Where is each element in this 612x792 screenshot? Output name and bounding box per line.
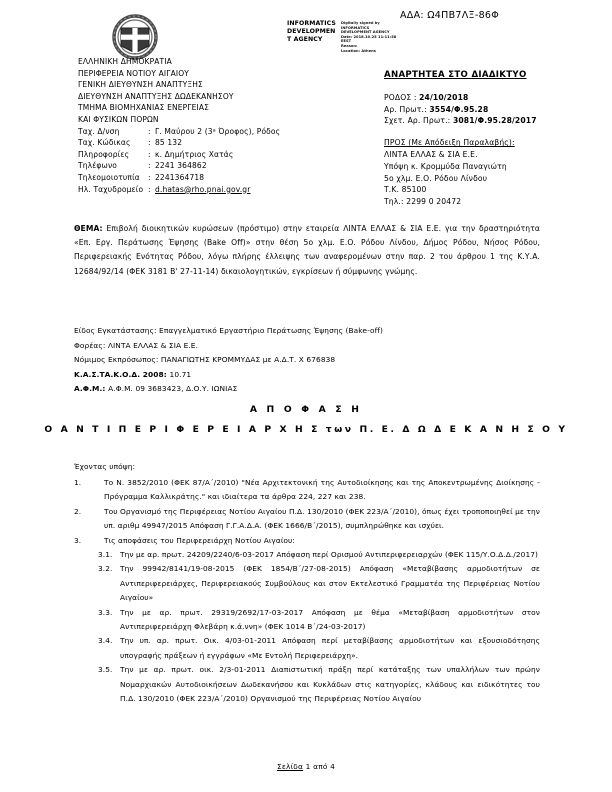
- list-item-number: 3.4.: [98, 636, 113, 646]
- protocol-line: [384, 115, 612, 127]
- signature-detail-line-4: Date: 2018.10.25 11:11:58: [340, 34, 397, 39]
- footer-total-pages: 4: [330, 762, 336, 771]
- protocol-value: 24/10/2018: [419, 92, 469, 102]
- contact-field: [78, 172, 308, 184]
- establishment-label: Νόμιμος Εκπρόσωπος:: [74, 355, 161, 365]
- list-item-text: Την με αρ. πρωτ. 29319/2692/17-03-2017 Απόφαση με θέμα «Μεταβίβαση αρμοδιοτήτων στον Αντιπεριφερειάρχη Φλεβάρη κ.ά.ννη» (ΦΕΚ 1014 Β΄/24-03-2017): [120, 607, 540, 632]
- contact-field-separator: :: [148, 126, 151, 136]
- signature-detail-line-3: DEVELOPMENT AGENCY: [340, 30, 390, 35]
- protocol-label: ΡΟΔΟΣ :: [384, 92, 420, 102]
- establishment-line: [74, 324, 504, 339]
- contact-field-separator: :: [148, 161, 151, 171]
- establishment-details: [74, 324, 504, 397]
- contact-field-key: Ηλ. Ταχυδρομείο: [78, 184, 144, 194]
- contact-field-separator: :: [148, 184, 151, 194]
- signature-detail-line-2: INFORMATICS: [340, 25, 370, 30]
- contact-field-key: Ταχ. Κώδικας: [78, 138, 131, 148]
- page-footer: [0, 762, 612, 771]
- list-item-text: Τις αποφάσεις του Περιφερειάρχη Νοτίου Αιγαίου:: [104, 535, 295, 545]
- contact-field-separator: :: [148, 149, 151, 159]
- list-item-number: 3.: [74, 535, 82, 545]
- protocol-label: Σχετ. Αρ. Πρωτ.:: [384, 116, 453, 126]
- protocol-label: Αρ. Πρωτ.:: [384, 104, 430, 114]
- list-item: [74, 476, 540, 505]
- considering-sublist: [98, 548, 540, 706]
- contact-field-value: 2241 364862: [155, 161, 207, 171]
- footer-page-label: Σελίδα: [276, 762, 304, 771]
- recipient-line: ΛΙΝΤΑ ΕΛΛΑΣ & ΣΙΑ Ε.Ε.: [384, 149, 478, 159]
- org-line: ΠΕΡΙΦΕΡΕΙΑ ΝΟΤΙΟΥ ΑΙΓΑΙΟΥ: [78, 68, 190, 78]
- org-line: ΚΑΙ ΦΥΣΙΚΩΝ ΠΟΡΩΝ: [78, 114, 159, 124]
- protocol-value: 3554/Φ.95.28: [429, 104, 489, 114]
- recipient-line: Υπόψη κ. Κρομμύδα Παναγιώτη: [384, 161, 507, 171]
- contact-field-separator: :: [148, 172, 151, 182]
- establishment-label: Κ.Α.Σ.ΤΑ.Κ.Ο.Δ. 2008:: [74, 369, 170, 379]
- contact-field-value: κ. Δημήτριος Χατάς: [155, 149, 234, 159]
- list-item-text: Την 99942/8141/19-08-2015 (ΦΕΚ 1854/Β΄/27-08-2015) Απόφαση «Μεταβίβασης αρμοδιοτήτων σε Αντιπεριφερειάρχες, Περιφερειακούς Συμβούλους και στον Εκτελεστικό Γραμματέα της Περιφέρειας Νοτίου Αιγαίου»: [120, 564, 540, 603]
- recipient-line: Τηλ.: 2299 0 20472: [384, 197, 462, 207]
- recipient-line: 5ο χλμ. Ε.Ο. Ρόδου Λίνδου: [384, 173, 488, 183]
- signature-agency-line-2: DEVELOPMEN: [287, 28, 336, 36]
- decision-title: Α Π Ο Φ Α Σ Η: [249, 404, 363, 415]
- protocol-and-recipient-block: [384, 70, 612, 208]
- contact-field-key: Τηλέφωνο: [78, 161, 118, 171]
- list-item: [74, 534, 540, 548]
- contact-field: [78, 149, 308, 161]
- ada-label: ΑΔΑ:: [400, 10, 424, 21]
- establishment-line: [74, 353, 504, 368]
- list-item-number: 3.3.: [98, 607, 113, 617]
- signature-agency-line-3: T AGENCY: [287, 36, 323, 44]
- list-item-text: Την με αρ. πρωτ. οικ. 2/3-01-2011 Διαπιστωτική πράξη περί κατάταξης των υπαλλήλων των πρώην Νομαρχιακών Αυτοδιοικήσεων Δωδεκανήσου και Κυκλάδων στις κατηγορίες, κλάδους και ειδικότητες του Π.Δ. 130/2010 (ΦΕΚ 223/Α΄/2010) Οργανισμού της Περιφέρειας Νοτίου Αιγαίου: [120, 665, 540, 704]
- subject-block: [74, 222, 540, 279]
- contact-field-value: 85 132: [155, 138, 183, 148]
- contact-field-key: Τηλεομοιοτυπία: [78, 172, 140, 182]
- list-item: [74, 505, 540, 534]
- contact-field-value: 2241364718: [155, 172, 205, 182]
- subject-label: ΘΕΜΑ:: [74, 224, 103, 233]
- signature-detail-line-7: Location: Athens: [340, 48, 376, 53]
- issuing-authority-block: [78, 56, 308, 195]
- establishment-line: [74, 339, 504, 354]
- establishment-line: [74, 368, 504, 383]
- establishment-label: Α.Φ.Μ.:: [74, 384, 109, 394]
- considering-list: [74, 476, 540, 707]
- contact-field-separator: :: [148, 138, 151, 148]
- contact-field: [78, 137, 308, 149]
- contact-field: [78, 184, 308, 196]
- list-item-number: 1.: [74, 478, 82, 487]
- protocol-line: [384, 104, 612, 116]
- list-item-text: Του Οργανισμό της Περιφέρειας Νοτίου Αιγαίου Π.Δ. 130/2010 (ΦΕΚ 223/Α΄/2010), όπως έχει τροποποιηθεί με την υπ. αριθμ 49947/2015 Απόφαση Γ.Γ.Α.Δ.Α. (ΦΕΚ 1666/Β΄/2015), συμπληρώθηκε και ισχύει.: [104, 506, 540, 531]
- signature-agency-name: [287, 20, 336, 45]
- list-item-number: 3.1.: [98, 550, 113, 560]
- publication-notice: ΑΝΑΡΤΗΤΕΑ ΣΤΟ ΔΙΑΔΙΚΤΥΟ: [384, 70, 527, 80]
- signature-detail-line-1: Digitally signed by: [340, 21, 380, 25]
- establishment-value: Επαγγελματικό Εργαστήριο Περάτωσης Έψησης (Bake-off): [159, 326, 383, 335]
- considering-intro: Έχοντας υπόψη:: [74, 462, 136, 471]
- establishment-label: Φορέας:: [74, 340, 108, 350]
- list-item: [98, 606, 540, 635]
- protocol-value: 3081/Φ.95.28/2017: [452, 116, 537, 126]
- list-item-number: 2.: [74, 506, 82, 516]
- establishment-value: Α.Φ.Μ. 09 3683423, Δ.Ο.Υ. ΙΩΝΙΑΣ: [108, 384, 238, 394]
- signature-detail-line-6: Reason:: [340, 43, 358, 48]
- list-item: [98, 663, 540, 706]
- subject-text: Επιβολή διοικητικών κυρώσεων (πρόστιμο) στην εταιρεία ΛΙΝΤΑ ΕΛΛΑΣ & ΣΙΑ Ε.Ε. για την δραστηριότητα «Επ. Εργ. Περάτωσης Έψησης (Bake Off)» στην θέση 5ο χλμ. Ε.Ο. Ρόδου Λίνδου, Δήμος Ρόδου, Νήσος Ρόδου, Περιφερειακής Ενότητας Ρόδου, λόγω πλήρης έλλειψης των αναφερομένων στην παρ. 2 του άρθρου 1 της Κ.Υ.Α. 12684/92/14 (ΦΕΚ 3181 Β' 27-11-14) δικαιολογητικών, εγκρίσεων ή σύμφωνης γνώμης.: [74, 224, 540, 276]
- org-line: ΓΕΝΙΚΗ ΔΙΕΥΘΥΝΣΗ ΑΝΑΠΤΥΞΗΣ: [78, 80, 203, 90]
- establishment-value: ΛΙΝΤΑ ΕΛΛΑΣ & ΣΙΑ Ε.Ε.: [107, 340, 199, 350]
- contact-field-key: Ταχ. Δ/νση: [78, 126, 120, 136]
- org-line: ΔΙΕΥΘΥΝΣΗ ΑΝΑΠΤΥΞΗΣ ΔΩΔΕΚΑΝΗΣΟΥ: [78, 91, 234, 101]
- digital-signature-stamp: [287, 20, 396, 53]
- email-link[interactable]: d.hatas@rho.pnai.gov.gr: [155, 184, 251, 194]
- signature-agency-line-1: INFORMATICS: [287, 20, 336, 27]
- list-item-text: Το Ν. 3852/2010 (ΦΕΚ 87/Α΄/2010) "Νέα Αρχιτεκτονική της Αυτοδιοίκησης και της Αποκεντρωμένης Διοίκησης - Πρόγραμμα Καλλικράτης." και ιδιαίτερα τα άρθρα 224, 227 και 238.: [104, 478, 540, 502]
- signature-detail-line-5: EEST: [340, 39, 352, 44]
- footer-of-label: από: [313, 762, 328, 771]
- list-item-text: Την υπ. αρ. πρωτ. Οικ. 4/03-01-2011 Απόφαση περί μεταβίβασης αρμοδιοτήτων και εξουσιοδότησης υπογραφής πράξεων ή εγγράφων «Με Εντολή Περιφερειάρχη».: [120, 636, 540, 660]
- list-item: [98, 562, 540, 605]
- protocol-line: [384, 92, 612, 104]
- signature-details: [341, 20, 396, 53]
- contact-field: [78, 126, 308, 138]
- ada-code: Ω4ΠΒ7ΛΞ-86Φ: [427, 10, 500, 21]
- establishment-value: ΠΑΝΑΓΙΩΤΗΣ ΚΡΟΜΜΥΔΑΣ με Α.Δ.Τ. Χ 676838: [160, 355, 336, 365]
- greek-coat-of-arms-icon: [112, 12, 158, 60]
- list-item-number: 3.2.: [98, 564, 113, 574]
- contact-field: [78, 160, 308, 172]
- list-item: [98, 548, 540, 562]
- list-item: [98, 634, 540, 663]
- establishment-line: [74, 382, 504, 397]
- contact-field-key: Πληροφορίες: [78, 149, 130, 159]
- ada-line: [400, 10, 499, 21]
- footer-page-number: 1: [305, 762, 311, 771]
- org-line: ΕΛΛΗΝΙΚΗ ΔΗΜΟΚΡΑΤΙΑ: [78, 57, 172, 66]
- list-item-text: Την με αρ. πρωτ. 24209/2240/6-03-2017 Απόφαση περί Ορισμού Αντιπεριφερειαρχών (ΦΕΚ 115/Υ.Ο.Δ.Δ./2017): [120, 550, 538, 560]
- establishment-label: Είδος Εγκατάστασης:: [74, 326, 160, 335]
- recipient-line: Τ.Κ. 85100: [384, 185, 427, 195]
- decision-subtitle: Ο Α Ν Τ Ι Π Ε Ρ Ι Φ Ε Ρ Ε Ι Α Ρ Χ Η Σ των Π. Ε. Δ Ω Δ Ε Κ Α Ν Η Σ Ο Υ: [44, 424, 568, 435]
- org-line: ΤΜΗΜΑ ΒΙΟΜΗΧΑΝΙΑΣ ΕΝΕΡΓΕΙΑΣ: [78, 103, 210, 113]
- list-item-number: 3.5.: [98, 665, 113, 675]
- establishment-value: 10.71: [169, 369, 192, 379]
- recipient-title: ΠΡΟΣ (Με Απόδειξη Παραλαβής):: [384, 138, 515, 148]
- contact-field-value: Γ. Μαύρου 2 (3ᵃ Όροφος), Ρόδος: [155, 126, 281, 136]
